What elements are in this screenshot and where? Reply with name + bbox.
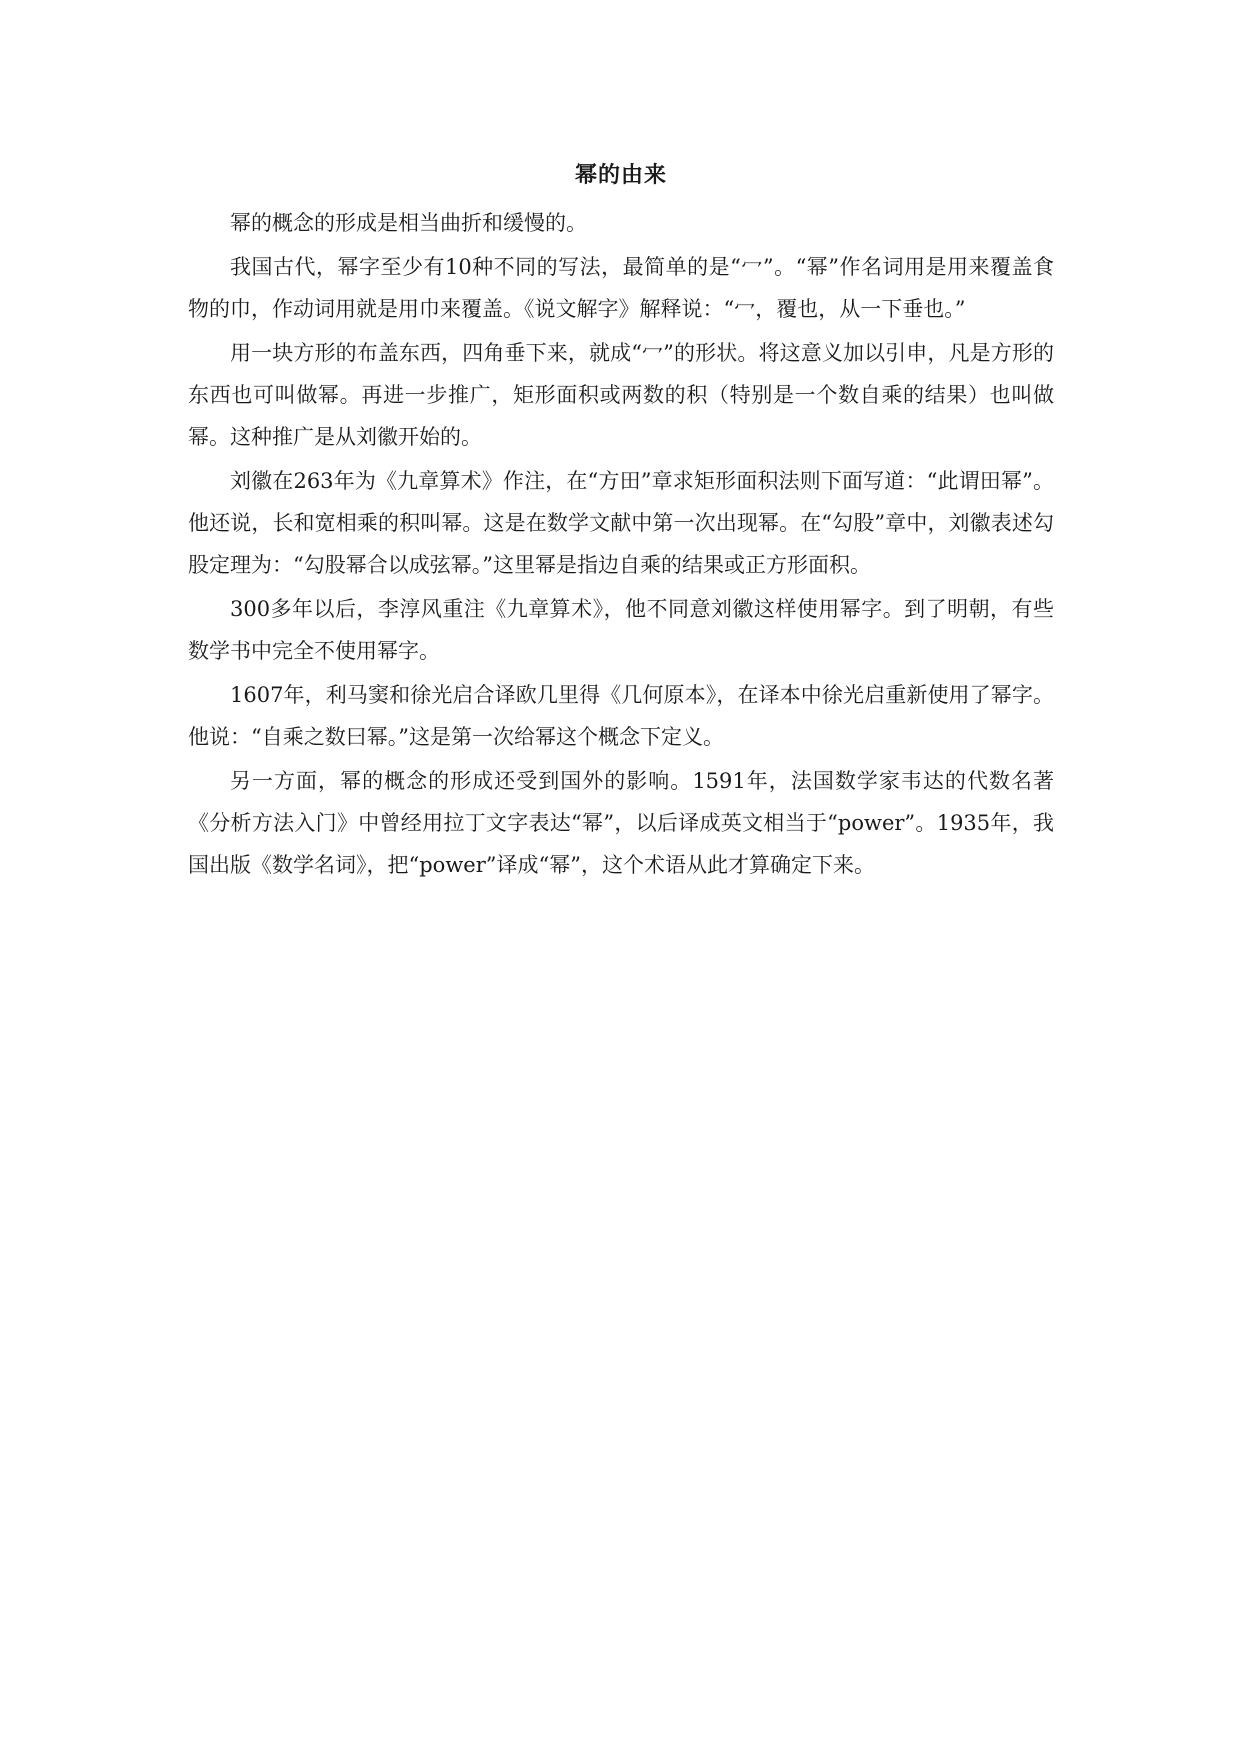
document-page (188, 160, 1054, 888)
document-title: 幂的由来 (574, 162, 667, 188)
paragraph-2: 我国古代，幂字至少有10种不同的写法，最简单的是“冖”。“幂”作名词用是用来覆盖食物的巾，作动词用就是用巾来覆盖。《说文解字》解释说：“冖，覆也，从一下垂也。” (188, 255, 1054, 321)
paragraph-1: 幂的概念的形成是相当曲折和缓慢的。 (230, 211, 587, 235)
paragraph-6: 1607年，利马窦和徐光启合译欧几里得《几何原本》，在译本中徐光启重新使用了幂字。他说：“自乘之数曰幂。”这是第一次给幂这个概念下定义。 (188, 683, 1054, 749)
paragraph-5: 300多年以后，李淳风重注《九章算术》，他不同意刘徽这样使用幂字。到了明朝，有些数学书中完全不使用幂字。 (188, 597, 1054, 663)
paragraph-4: 刘徽在263年为《九章算术》作注，在“方田”章求矩形面积法则下面写道：“此谓田幂”。他还说，长和宽相乘的积叫幂。这是在数学文献中第一次出现幂。在“勾股”章中，刘徽表述勾股定理为：“勾股幂合以成弦幂。”这里幂是指边自乘的结果或正方形面积。 (188, 469, 1054, 577)
paragraph-7: 另一方面，幂的概念的形成还受到国外的影响。1591年，法国数学家韦达的代数名著《分析方法入门》中曾经用拉丁文字表达“幂”，以后译成英文相当于“power”。1935年，我国出版《数学名词》，把“power”译成“幂”，这个术语从此才算确定下来。 (188, 769, 1054, 877)
paragraph-3: 用一块方形的布盖东西，四角垂下来，就成“冖”的形状。将这意义加以引申，凡是方形的东西也可叫做幂。再进一步推广，矩形面积或两数的积（特别是一个数自乘的结果）也叫做幂。这种推广是从刘徽开始的。 (188, 341, 1054, 449)
